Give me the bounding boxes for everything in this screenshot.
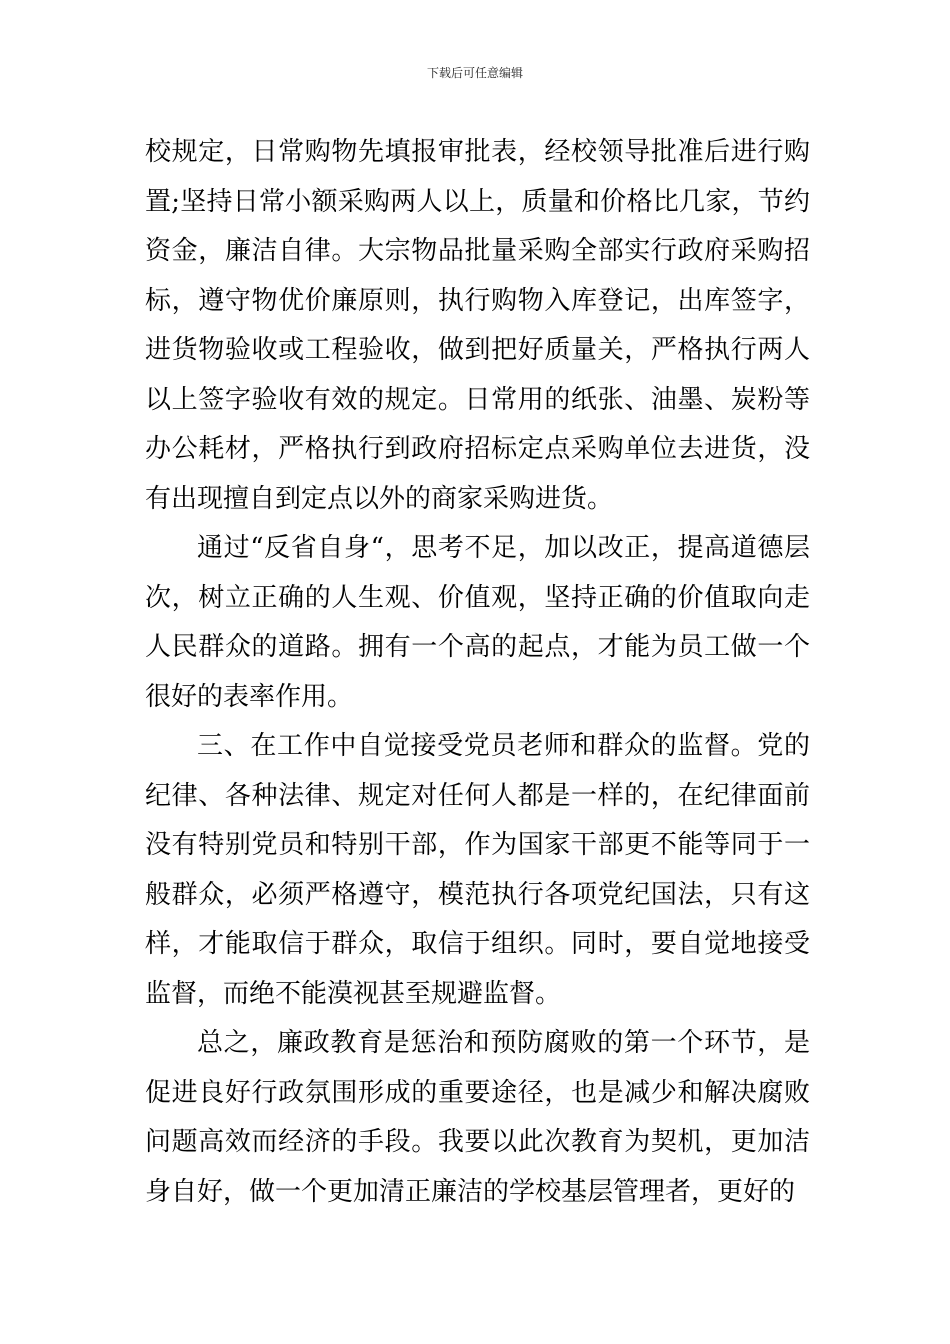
document-body — [145, 128, 810, 1217]
paragraph-accept-supervision: 三、在工作中自觉接受党员老师和群众的监督。党的纪律、各种法律、规定对任何人都是一样的，在纪律面前没有特别党员和特别干部，作为国家干部更不能等同于一般群众，必须严格遵守，模范执行各项党纪国法，只有这样，才能取信于群众，取信于组织。同时，要自觉地接受监督，而绝不能漠视甚至规避监督。 — [145, 731, 810, 1009]
page-header: 下载后可任意编辑 — [426, 66, 523, 80]
paragraph-self-reflection: 通过“反省自身“，思考不足，加以改正，提高道德层次，树立正确的人生观、价值观，坚持正确的价值取向走人民群众的道路。拥有一个高的起点，才能为员工做一个很好的表率作用。 — [145, 533, 810, 712]
paragraph-conclusion: 总之，廉政教育是惩治和预防腐败的第一个环节，是促进良好行政氛围形成的重要途径，也是减少和解决腐败问题高效而经济的手段。我要以此次教育为契机，更加洁身自好，做一个更加清正廉洁的学校基层管理者，更好的 — [145, 1028, 810, 1207]
paragraph-procurement-rules: 校规定，日常购物先填报审批表，经校领导批准后进行购置;坚持日常小额采购两人以上，质量和价格比几家，节约资金，廉洁自律。大宗物品批量采购全部实行政府采购招标，遵守物优价廉原则，执行购物入库登记，出库签字，进货物验收或工程验收，做到把好质量关，严格执行两人以上签字验收有效的规定。日常用的纸张、油墨、炭粉等办公耗材，严格执行到政府招标定点采购单位去进货，没有出现擅自到定点以外的商家采购进货。 — [145, 137, 810, 514]
